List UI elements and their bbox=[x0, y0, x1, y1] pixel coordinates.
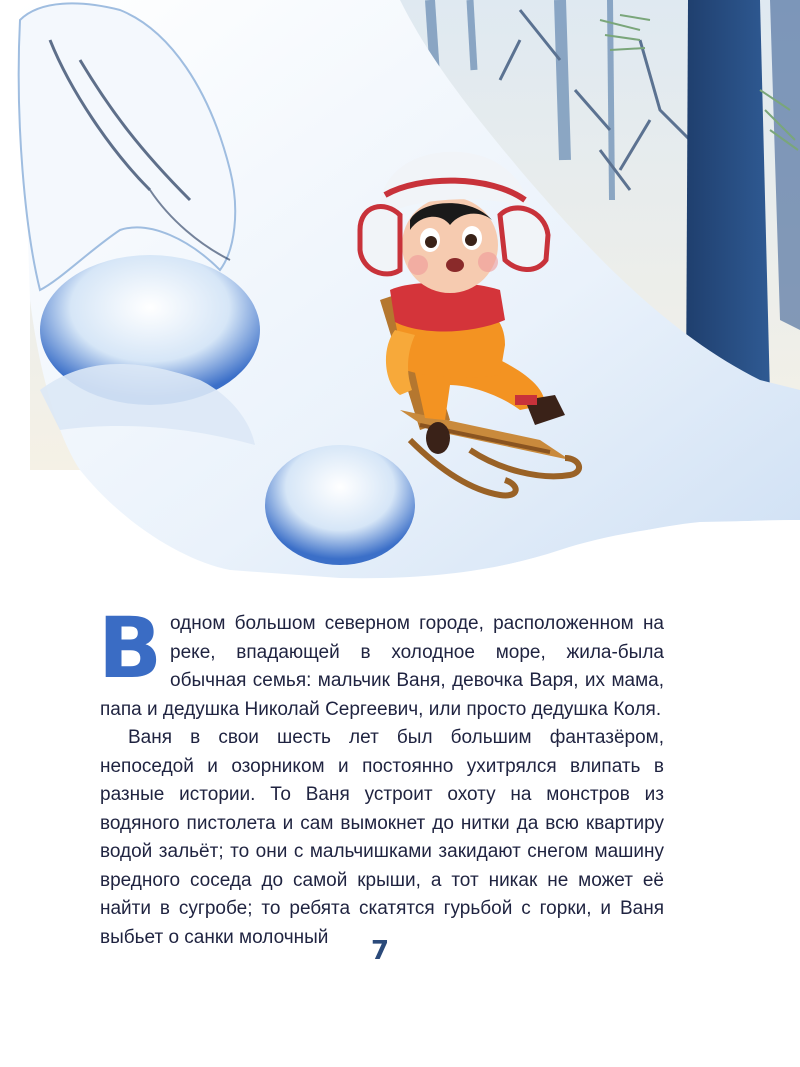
story-paragraph-2: Ваня в свои шесть лет был большим фантазёром, непоседой и озорником и постоянно ухитрялся влипать в разные истории. То Ваня устроит охоту на монстров из водяного пистолета и сам вымокнет до нитки да всю квартиру водой зальёт; то они с мальчишками закидают снегом машину вредного соседа до самой крыши, а тот никак не может её найти в сугробе; то ребята скатятся гурьбой с горки, и Ваня выбьет о санки молочный bbox=[100, 727, 664, 948]
tree-trunk bbox=[686, 0, 770, 395]
page-number: 7 bbox=[370, 936, 390, 966]
paragraph-1-text: одном большом северном городе, расположенном на реке, впадающей в холодное море, жила-была обычная семья: мальчик Ваня, девочка Варя, их мама, папа и дедушка Николай Сергеевич, или просто дедушка Коля. bbox=[100, 613, 664, 720]
story-text bbox=[100, 560, 664, 952]
snow-mound bbox=[265, 445, 415, 565]
drop-cap-letter: В bbox=[98, 599, 163, 697]
story-paragraph-1 bbox=[100, 560, 664, 724]
